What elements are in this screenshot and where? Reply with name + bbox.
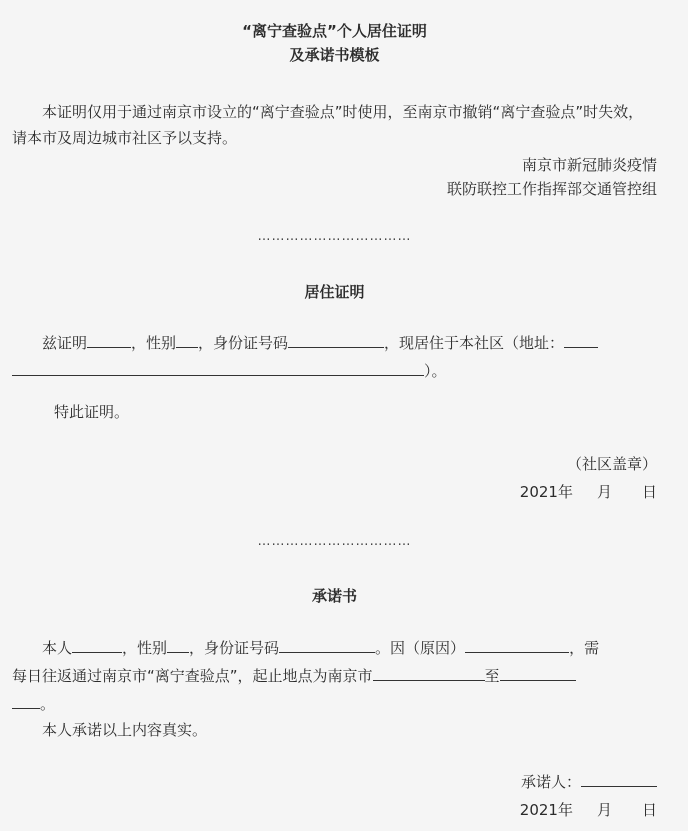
- residence-text-b: ，性别: [131, 334, 177, 352]
- residence-date-month: 月: [596, 483, 612, 501]
- residence-heading: 居住证明: [304, 283, 365, 301]
- pledge-name-blank[interactable]: [72, 638, 122, 653]
- pledge-text-a: 本人: [42, 639, 73, 657]
- section-separator-2: ……………………………: [257, 534, 412, 549]
- pledge-paragraph: 本人 ，性别 ，身份证号码 。因（原因） ，需 每日往返通过南京市“离宁查验点”，起止地点为南京市 至 。: [12, 639, 600, 713]
- pledge-text-f: 至: [484, 667, 500, 685]
- gender-blank[interactable]: [176, 333, 198, 348]
- document-title-line1: “离宁查验点”个人居住证明: [242, 22, 427, 40]
- pledge-date-month: 月: [596, 801, 612, 819]
- residence-text-c: ，身份证号码: [198, 334, 289, 352]
- intro-paragraph: 本证明仅用于通过南京市设立的“离宁查验点”时使用，至南京市撤销“离宁查验点”时失效，请本市及周边城市社区予以支持。: [12, 103, 644, 147]
- reason-blank[interactable]: [465, 638, 569, 653]
- pledge-text-g: 。: [40, 695, 56, 713]
- residence-date: [520, 481, 657, 502]
- residence-paragraph: [12, 329, 657, 385]
- pledge-text-b: ，性别: [122, 639, 168, 657]
- signer-blank[interactable]: [581, 772, 657, 787]
- address-blank[interactable]: [12, 361, 424, 376]
- community-stamp: （社区盖章）: [566, 455, 657, 473]
- pledge-gender-blank[interactable]: [167, 638, 189, 653]
- document-page: [12, 0, 657, 831]
- residence-text-d: ，现居住于本社区（地址：: [384, 334, 565, 352]
- signer-label: 承诺人：: [520, 773, 581, 791]
- pledge-closing: 本人承诺以上内容真实。: [42, 721, 208, 739]
- id-number-blank[interactable]: [288, 333, 384, 348]
- residence-text-e: ）。: [424, 362, 447, 380]
- name-blank[interactable]: [87, 333, 131, 348]
- section-separator: ……………………………: [257, 229, 412, 244]
- residence-date-day: 日: [641, 483, 657, 501]
- residence-date-year: 2021年: [519, 483, 573, 501]
- pledge-text-c: ，身份证号码: [189, 639, 280, 657]
- residence-text-a: 兹证明: [42, 334, 88, 352]
- issuer-line1: 南京市新冠肺炎疫情: [521, 156, 657, 174]
- end-location-blank[interactable]: [500, 666, 576, 681]
- pledge-signer: [521, 771, 657, 792]
- pledge-id-blank[interactable]: [279, 638, 375, 653]
- pledge-date-year: 2021年: [519, 801, 573, 819]
- issuer-line2: 联防联控工作指挥部交通管控组: [446, 180, 657, 198]
- document-title-line2: 及承诺书模板: [289, 46, 380, 64]
- pledge-date-day: 日: [641, 801, 657, 819]
- pledge-text-d: 。因（原因）: [375, 639, 466, 657]
- start-location-blank[interactable]: [373, 666, 485, 681]
- address-blank-start[interactable]: [564, 333, 598, 348]
- end-location-blank-cont[interactable]: [12, 694, 40, 709]
- residence-closing: 特此证明。: [54, 403, 130, 421]
- pledge-heading: 承诺书: [311, 587, 357, 605]
- pledge-date: [520, 799, 657, 820]
